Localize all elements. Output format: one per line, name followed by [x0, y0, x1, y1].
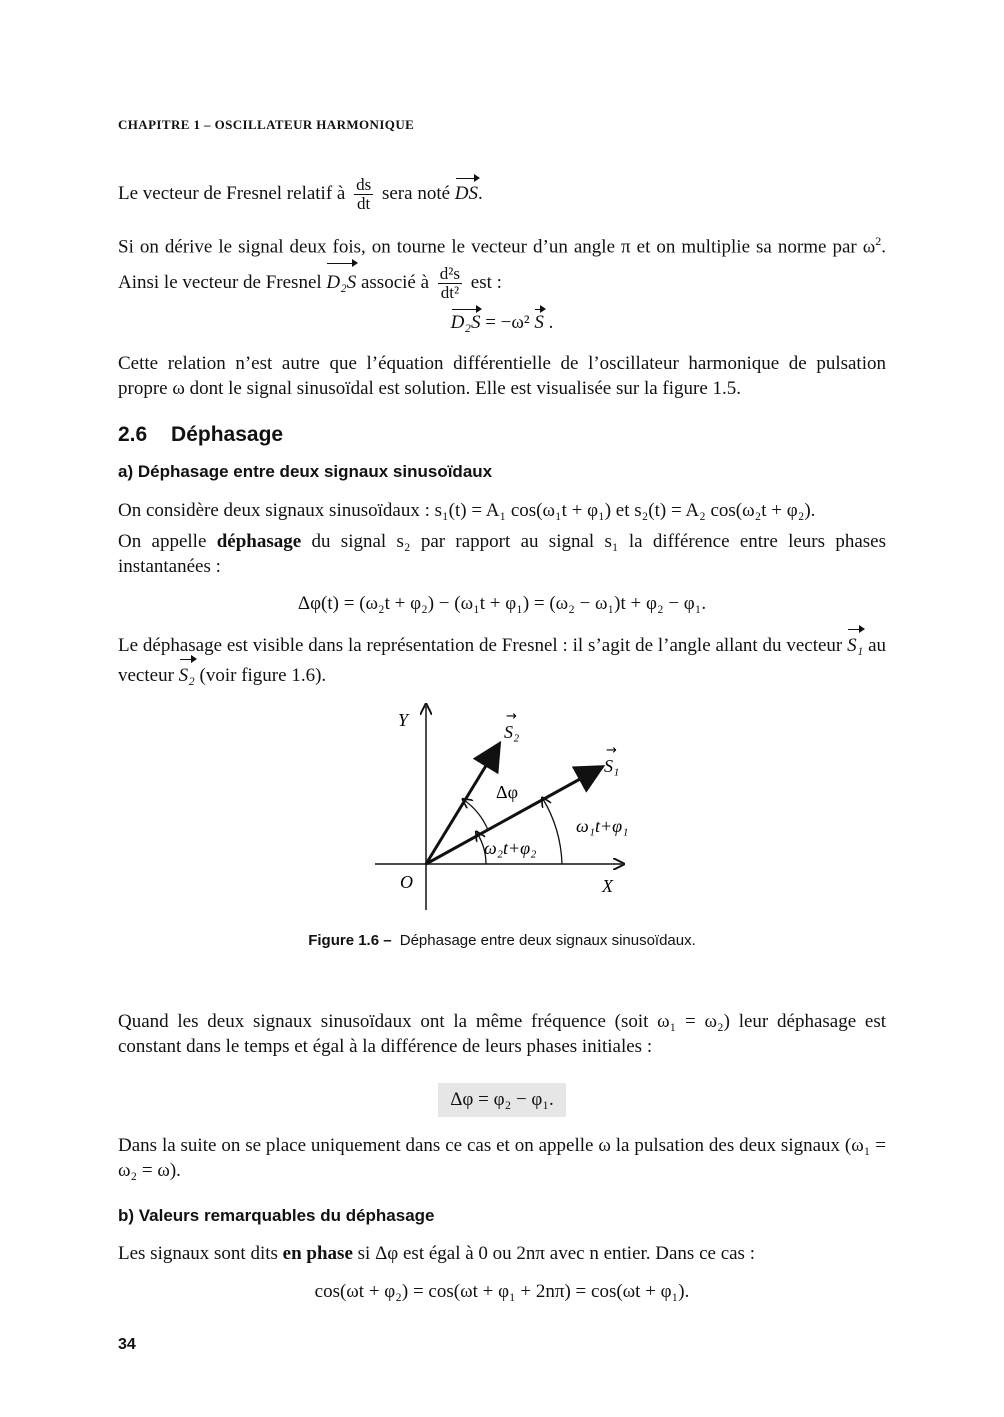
paragraph-relation: Cette relation n’est autre que l’équation différentielle de l’oscillateur harmonique de pulsation propre ω dont le signal sinusoïdal est solution. Elle est visualisée sur la figure 1.5. [118, 353, 886, 399]
arc-delta-phi [464, 800, 488, 830]
vector-s2: S₂ [179, 660, 195, 690]
boxed-result: Δφ = φ₂ − φ₁. [438, 1083, 566, 1117]
vector-s: S [534, 312, 544, 333]
fraction-ds-dt [354, 176, 373, 213]
equation-phase-difference: Δφ(t) = (ω₂t + φ₂) − (ω₁t + φ₁) = (ω₂ − ω₁)t + φ₂ − φ₁. [297, 593, 707, 614]
arrow-glyph: → [606, 743, 617, 758]
paragraph-same-frequency: Quand les deux signaux sinusoïdaux ont la même fréquence (soit ω₁ = ω₂) leur déphasage est constant dans le temps et égal à la différence de leurs phases initiales : [118, 1011, 886, 1057]
text: . [478, 182, 483, 204]
text: associé à [360, 272, 430, 294]
paragraph-in-phase [118, 1241, 886, 1266]
label-x: X [602, 876, 613, 896]
paragraph-two-signals: On considère deux signaux sinusoïdaux : s₁(t) = A₁ cos(ω₁t + φ₁) et s₂(t) = A₂ cos(ω₂t + φ₂). [118, 500, 816, 521]
label-origin: O [400, 872, 413, 892]
arc-omega1 [543, 799, 562, 864]
text: . Ainsi le vecteur de Fresnel [118, 236, 886, 294]
exponent: 2 [875, 234, 882, 248]
section-number: 2.6 [118, 423, 148, 446]
text: On appelle [118, 531, 207, 552]
frac-den: dt² [440, 283, 460, 303]
caption-text: Déphasage entre deux signaux sinusoïdaux. [399, 932, 696, 949]
equation-cos: cos(ωt + φ₂) = cos(ωt + φ₁ + 2nπ) = cos(ωt + φ₁). [314, 1281, 690, 1302]
text: . [543, 312, 554, 333]
vector-ds: DS [455, 179, 478, 206]
label-s2: S₂ [504, 722, 520, 742]
label-omega1: ω₁t+φ₁ [576, 816, 629, 836]
paragraph-fresnel-derivative [118, 176, 886, 213]
paragraph-fresnel-angle [118, 630, 886, 690]
label-omega2: ω₂t+φ₂ [484, 838, 537, 858]
label-delta-phi: Δφ [496, 782, 518, 802]
caption-label: Figure 1.6 [308, 932, 380, 949]
running-header: CHAPITRE 1 – OSCILLATEUR HARMONIQUE [118, 117, 415, 132]
equation-boxed [118, 1083, 886, 1117]
paragraph-second-derivative [118, 224, 886, 302]
text: Le vecteur de Fresnel relatif à [118, 182, 346, 204]
vector-d2s: D₂S [326, 264, 356, 300]
text: est : [470, 272, 502, 294]
figure-caption [118, 932, 886, 949]
vector-s1: S₁ [847, 630, 863, 660]
text: = −ω² [480, 312, 535, 333]
paragraph-definition [118, 529, 886, 579]
text: (voir figure 1.6). [199, 665, 327, 686]
text: sera noté [381, 182, 451, 204]
fraction-d2s-dt2 [438, 265, 462, 302]
arrow-glyph: → [506, 709, 517, 724]
label-s1: S₁ [604, 756, 620, 776]
text: au vecteur [118, 635, 886, 686]
subsection-b: b) Valeurs remarquables du déphasage [118, 1206, 435, 1225]
caption-sep: – [379, 932, 396, 949]
text: Si on dérive le signal deux fois, on tourne le vecteur d’un angle π et on multiplie sa norme par ω [118, 236, 876, 258]
section-heading [118, 423, 283, 447]
subsection-a: a) Déphasage entre deux signaux sinusoïdaux [118, 462, 493, 481]
section-title: Déphasage [171, 423, 284, 446]
text: Les signaux sont dits [118, 1243, 278, 1264]
frac-num: ds [356, 175, 372, 194]
equation-d2s [118, 310, 886, 334]
text: si Δφ est égal à 0 ou 2nπ avec n entier. Dans ce cas : [357, 1243, 755, 1264]
bold-term: en phase [282, 1243, 353, 1264]
text: du signal s₂ par rapport au signal s₁ la différence entre leurs phases instantanées : [118, 531, 886, 577]
paragraph-assumption: Dans la suite on se place uniquement dans ce cas et on appelle ω la pulsation des deux signaux (ω₁ = ω₂ = ω). [118, 1135, 886, 1181]
bold-term: déphasage [216, 531, 302, 552]
page-number: 34 [118, 1336, 136, 1353]
text: Le déphasage est visible dans la représentation de Fresnel : il s’agit de l’angle allant du vecteur [118, 635, 843, 656]
label-y: Y [398, 710, 409, 730]
frac-num: d²s [439, 264, 461, 284]
fresnel-diagram [360, 700, 660, 920]
vector-d2s: D₂S [450, 312, 481, 333]
frac-den: dt [357, 194, 371, 213]
